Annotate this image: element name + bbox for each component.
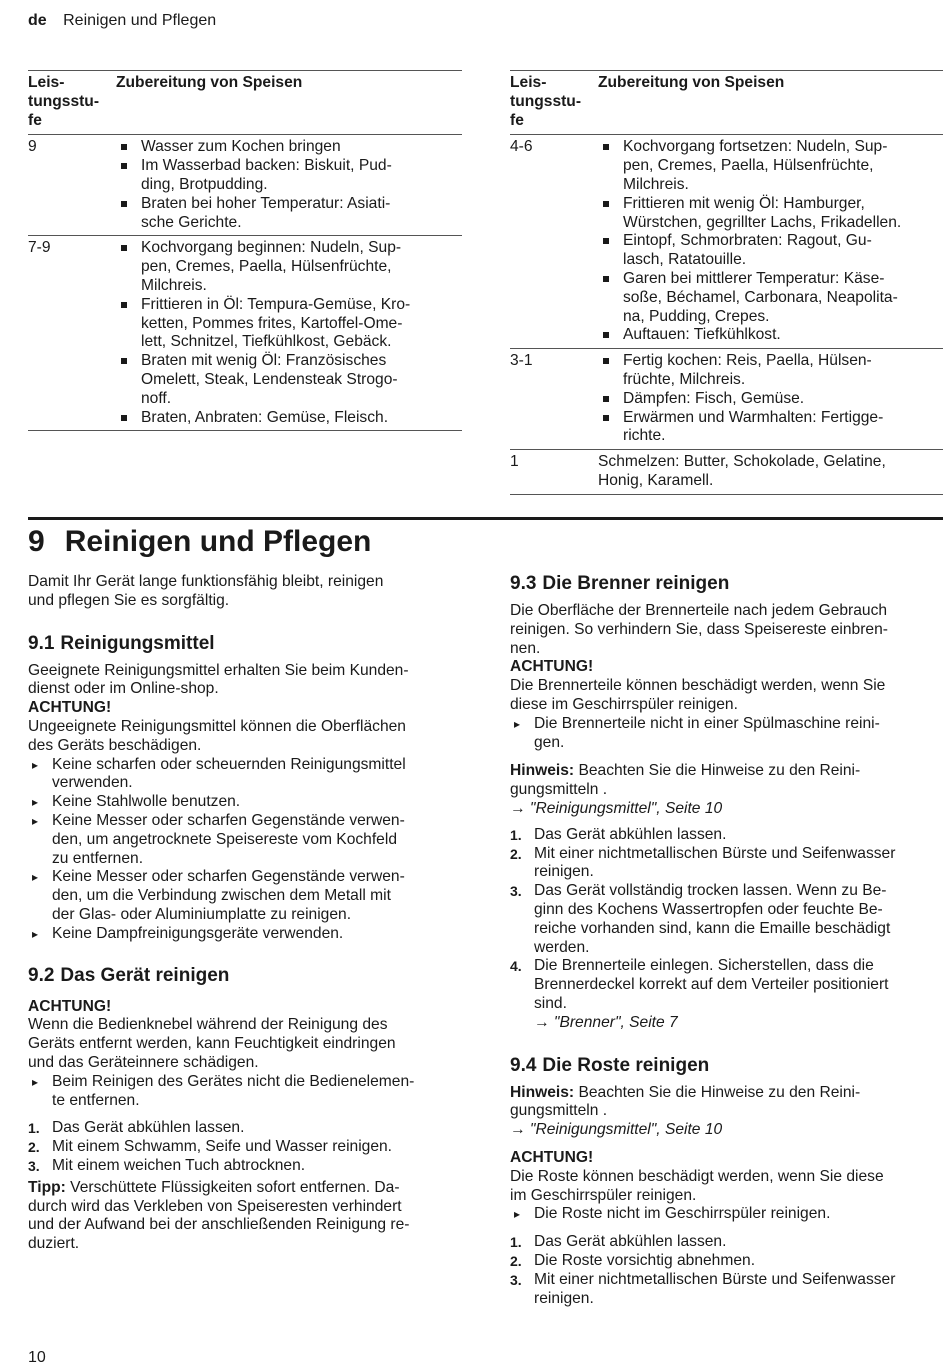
list-item: Auftauen: Tiefkühlkost. <box>598 326 943 345</box>
list-item: ▸ Keine scharfen oder scheuernden Reinigungsmittel verwenden. <box>28 756 464 794</box>
table-row <box>28 236 462 431</box>
hint-label: Hinweis: <box>510 1083 575 1101</box>
running-header <box>28 12 216 31</box>
language-code: de <box>28 12 47 29</box>
table-row <box>510 135 943 349</box>
list-item: Garen bei mittlerer Temperatur: Käse- soße, Béchamel, Carbonara, Neapolita- na, Pudding, Crepes. <box>598 270 943 326</box>
step-number: 3. <box>510 1271 522 1288</box>
warning-label: ACHTUNG! <box>28 699 112 717</box>
tip-text: Verschüttete Flüssigkeiten sofort entfernen. Da- durch wird das Verkleben von Speiseresten verhindert und der Aufwand bei der anschließenden Reinigung re- duziert. <box>28 1178 410 1253</box>
paragraph: Die Oberfläche der Brennerteile nach jedem Gebrauch reinigen. So verhindern Sie, dass Speisereste einbren- nen. <box>510 602 888 657</box>
step-text: Das Gerät abkühlen lassen. <box>534 825 727 843</box>
section-number: 9.2 <box>28 964 55 986</box>
step-number: 4. <box>510 958 522 975</box>
hint-paragraph <box>510 1084 946 1122</box>
tip-label: Tipp: <box>28 1178 66 1196</box>
step-number: 2. <box>510 845 522 862</box>
step-number: 1. <box>28 1120 40 1137</box>
hint-text: Beachten Sie die Hinweise zu den Reini- gungsmitteln . <box>510 762 861 799</box>
reference-text: "Brenner", Seite 7 <box>549 1013 678 1031</box>
level-cell: 7-9 <box>28 239 51 257</box>
level-cell: 9 <box>28 138 37 156</box>
list-item: Dämpfen: Fisch, Gemüse. <box>598 390 943 409</box>
step-text: Das Gerät abkühlen lassen. <box>52 1119 245 1137</box>
list-item <box>510 845 946 883</box>
section-heading-9-4 <box>510 1054 946 1078</box>
list-item: Im Wasserbad backen: Biskuit, Pud- ding, Brotpudding. <box>116 157 462 195</box>
col-header-preparation: Zubereitung von Speisen <box>116 74 303 91</box>
list-item: ▸ Keine Messer oder scharfen Gegenstände verwen- den, um angetrocknete Speisereste vom Kochfeld zu entfernen. <box>28 812 464 868</box>
list-item: Braten bei hoher Temperatur: Asiati- sche Gerichte. <box>116 195 462 233</box>
list-item: Kochvorgang fortsetzen: Nudeln, Sup- pen, Cremes, Paella, Hülsenfrüchte, Milchreis. <box>598 138 943 194</box>
list-item: Braten mit wenig Öl: Französisches Omelett, Steak, Lendensteak Strogo- noff. <box>116 352 462 408</box>
hint-paragraph <box>510 762 946 800</box>
chapter-title <box>28 524 371 560</box>
list-item <box>28 1119 464 1138</box>
list-item: Eintopf, Schmorbraten: Ragout, Gu- lasch, Ratatouille. <box>598 232 943 270</box>
step-text: Das Gerät vollständig trocken lassen. Wenn zu Be- ginn des Kochens Wassertropfen oder feuchte Be- reiche vorhanden sind, kann die Emaille beschädigt werden. <box>534 882 891 956</box>
right-column <box>510 572 946 1308</box>
col-header-level: Leis- tungsstu- fe <box>28 74 100 129</box>
level-cell: 3-1 <box>510 352 533 370</box>
section-heading-9-3 <box>510 572 946 596</box>
table-row <box>510 450 943 495</box>
step-text: Das Gerät abkühlen lassen. <box>534 1233 727 1251</box>
section-title: Das Gerät reinigen <box>60 964 230 986</box>
level-cell: 4-6 <box>510 138 533 156</box>
paragraph: Die Roste können beschädigt werden, wenn Sie diese im Geschirrspüler reinigen. <box>510 1167 884 1204</box>
cross-reference-link[interactable] <box>510 800 946 819</box>
section-number: 9.3 <box>510 573 537 594</box>
level-cell: 1 <box>510 453 519 471</box>
list-item <box>510 1271 946 1309</box>
chapter-number: 9 <box>28 525 45 558</box>
preparation-cell <box>116 236 462 431</box>
arrow-right-icon: → <box>534 1013 550 1031</box>
section-heading-9-2 <box>28 964 464 988</box>
section-heading-9-1 <box>28 632 464 656</box>
hint-label: Hinweis: <box>510 762 575 780</box>
list-item: Braten, Anbraten: Gemüse, Fleisch. <box>116 409 462 428</box>
step-text: Die Roste vorsichtig abnehmen. <box>534 1251 756 1269</box>
intro-paragraph: Damit Ihr Gerät lange funktionsfähig bleibt, reinigen und pflegen Sie es sorgfältig. <box>28 573 384 609</box>
preparation-cell <box>116 135 462 236</box>
list-item <box>510 1233 946 1252</box>
list-item: ▸ Keine Messer oder scharfen Gegenstände verwen- den, um die Verbindung zwischen dem Metall mit der Glas- oder Aluminiumplatte zu reinigen. <box>28 868 464 924</box>
section-number: 9.1 <box>28 632 55 654</box>
paragraph: Die Brennerteile können beschädigt werden, wenn Sie diese im Geschirrspüler reinigen. <box>510 677 886 713</box>
step-number: 2. <box>28 1139 40 1156</box>
warning-label: ACHTUNG! <box>510 658 594 676</box>
preparation-cell <box>598 349 943 450</box>
list-item: ▸ Die Brennerteile nicht in einer Spülmaschine reini- gen. <box>510 715 946 753</box>
power-level-table-right <box>510 70 943 495</box>
section-title: Die Roste reinigen <box>542 1054 710 1076</box>
step-text: Mit einer nichtmetallischen Bürste und Seifenwasser reinigen. <box>534 844 896 881</box>
table-header-row <box>510 71 943 135</box>
cross-reference-link[interactable] <box>510 1121 946 1140</box>
list-item: Erwärmen und Warmhalten: Fertigge- richte. <box>598 409 943 447</box>
step-text: Mit einem Schwamm, Seife und Wasser reinigen. <box>52 1138 393 1156</box>
reference-text: "Reinigungsmittel", Seite 10 <box>525 799 723 817</box>
section-title: Die Brenner reinigen <box>542 573 730 594</box>
list-item <box>510 957 946 1013</box>
table-header-row <box>28 71 462 135</box>
left-column <box>28 573 464 1254</box>
step-number: 3. <box>28 1157 40 1174</box>
list-item <box>510 1252 946 1271</box>
warning-label: ACHTUNG! <box>510 1148 594 1166</box>
table-row <box>510 349 943 450</box>
list-item <box>28 1157 464 1176</box>
step-number: 1. <box>510 1234 522 1251</box>
reference-text: "Reinigungsmittel", Seite 10 <box>525 1121 723 1139</box>
preparation-cell <box>598 135 943 349</box>
col-header-preparation: Zubereitung von Speisen <box>598 74 785 91</box>
step-text: Mit einer nichtmetallischen Bürste und Seifenwasser reinigen. <box>534 1270 896 1307</box>
list-item <box>510 882 946 957</box>
step-number: 3. <box>510 883 522 900</box>
section-number: 9.4 <box>510 1054 537 1076</box>
step-text: Mit einem weichen Tuch abtrocknen. <box>52 1156 306 1174</box>
chapter-title-text: Reinigen und Pflegen <box>64 525 372 558</box>
list-item <box>28 1138 464 1157</box>
warning-label: ACHTUNG! <box>28 997 112 1015</box>
list-item: Frittieren mit wenig Öl: Hamburger, Würstchen, gegrillter Lachs, Frikadellen. <box>598 195 943 233</box>
page-number: 10 <box>28 1349 46 1366</box>
list-item: ▸ Die Roste nicht im Geschirrspüler reinigen. <box>510 1205 946 1224</box>
table-row <box>28 135 462 236</box>
paragraph: Ungeeignete Reinigungsmittel können die Oberflächen des Geräts beschädigen. <box>28 717 406 754</box>
list-item: ▸ Beim Reinigen des Gerätes nicht die Bedienelemen- te entfernen. <box>28 1073 464 1111</box>
step-text: Die Brennerteile einlegen. Sicherstellen, dass die Brennerdeckel korrekt auf dem Verteiler positioniert sind. <box>534 957 889 1012</box>
header-title: Reinigen und Pflegen <box>63 12 217 29</box>
arrow-right-icon: → <box>510 1121 526 1139</box>
list-item: Kochvorgang beginnen: Nudeln, Sup- pen, Cremes, Paella, Hülsenfrüchte, Milchreis. <box>116 239 462 295</box>
list-item <box>510 826 946 845</box>
preparation-cell: Schmelzen: Butter, Schokolade, Gelatine, Honig, Karamell. <box>598 453 886 489</box>
paragraph: Wenn die Bedienknebel während der Reinigung des Geräts entfernt werden, kann Feuchtigkeit eindringen und das Geräteinnere schädigen. <box>28 1016 396 1071</box>
cross-reference-link[interactable] <box>510 1014 946 1033</box>
step-number: 1. <box>510 826 522 843</box>
arrow-right-icon: → <box>510 799 526 817</box>
col-header-level: Leis- tungsstu- fe <box>510 74 582 129</box>
hint-text: Beachten Sie die Hinweise zu den Reini- gungsmitteln . <box>510 1083 861 1120</box>
chapter-rule <box>28 517 943 520</box>
list-item: ▸ Keine Stahlwolle benutzen. <box>28 793 464 812</box>
list-item: ▸ Keine Dampfreinigungsgeräte verwenden. <box>28 925 464 944</box>
section-title: Reinigungsmittel <box>60 632 215 654</box>
tip-paragraph <box>28 1179 464 1254</box>
paragraph: Geeignete Reinigungsmittel erhalten Sie beim Kunden- dienst oder im Online-shop. <box>28 661 409 698</box>
list-item: Fertig kochen: Reis, Paella, Hülsen- früchte, Milchreis. <box>598 352 943 390</box>
list-item: Wasser zum Kochen bringen <box>116 138 462 157</box>
list-item: Frittieren in Öl: Tempura-Gemüse, Kro- ketten, Pommes frites, Kartoffel-Ome- lett, Schnitzel, Tiefkühlkost, Gebäck. <box>116 296 462 352</box>
power-level-table-left <box>28 70 462 431</box>
step-number: 2. <box>510 1252 522 1269</box>
